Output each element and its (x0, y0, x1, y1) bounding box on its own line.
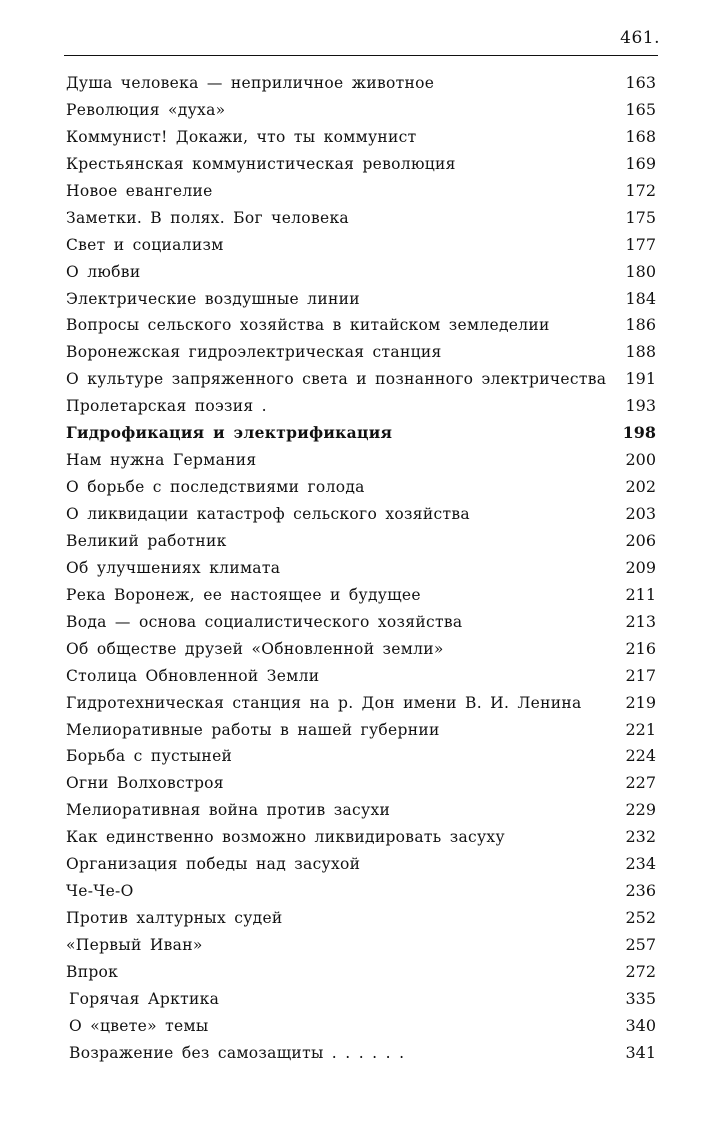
toc-entry-title: Мелиоративная война против засухи (66, 801, 391, 820)
toc-entry-page: 232 (625, 827, 656, 847)
toc-entry-title: Против халтурных судей (66, 909, 283, 928)
toc-entry-title: Че-Че-О (66, 882, 134, 901)
toc-entry-title: Мелиоративные работы в нашей губернии (66, 720, 440, 739)
toc-entry (66, 797, 656, 824)
toc-entry-title: Впрок (66, 962, 119, 981)
toc-entry (66, 339, 656, 366)
toc-entry-title: Душа человека — неприличное животное (66, 74, 435, 92)
toc-entry-title: Воронежская гидроэлектрическая станция (66, 343, 442, 362)
toc-entry (66, 824, 656, 851)
toc-entry-page: 272 (625, 961, 656, 981)
toc-entry (66, 178, 656, 205)
toc-entry-title: О ликвидации катастроф сельского хозяйства (66, 505, 470, 523)
toc-entry (66, 393, 656, 420)
toc-entry (66, 905, 656, 932)
toc-entry-page: 211 (625, 584, 656, 604)
toc-entry-page: 165 (625, 99, 656, 119)
toc-entry-title: О любви (66, 262, 141, 281)
toc-entry (66, 312, 656, 339)
toc-entry-page: 186 (625, 315, 656, 335)
page-number: 461. (620, 28, 660, 48)
toc-entry (66, 636, 656, 663)
toc-entry-page: 188 (625, 342, 656, 362)
toc-entry-title: Вода — основа социалистического хозяйства (66, 612, 463, 631)
toc-entry (66, 878, 656, 905)
toc-entry-page: 217 (625, 665, 656, 685)
toc-entry-title: Об улучшениях климата (66, 558, 281, 577)
toc-entry (66, 770, 656, 797)
toc-entry-title: О «цвете» темы (69, 1016, 209, 1035)
toc-entry (66, 582, 656, 609)
toc-entry-page: 200 (625, 450, 656, 470)
toc-entry-page: 168 (625, 126, 656, 146)
toc-entry-title: Электрические воздушные линии (66, 289, 360, 308)
toc-entry (66, 986, 656, 1013)
toc-entry (66, 474, 656, 501)
toc-entry-title: Заметки. В полях. Бог человека (66, 208, 349, 227)
toc-entry-page: 229 (625, 800, 656, 820)
toc-entry (66, 232, 656, 259)
toc-entry-page: 213 (625, 611, 656, 631)
toc-entry-title: Вопросы сельского хозяйства в китайском земледелии (66, 316, 550, 335)
toc-entry-page: 193 (625, 396, 656, 416)
toc-entry-page: 172 (625, 180, 656, 200)
header-rule (64, 55, 658, 56)
toc-entry-page: 169 (625, 153, 656, 173)
toc-entry (66, 124, 656, 151)
toc-entry (66, 286, 656, 313)
toc-entry-page: 180 (625, 261, 656, 281)
toc-entry-title: Огни Волховстроя (66, 774, 224, 793)
toc-entry (66, 851, 656, 878)
toc-entry-title: Река Воронеж, ее настоящее и будущее (66, 585, 421, 604)
toc-entry-title: «Первый Иван» (66, 936, 203, 954)
toc-entry-page: 236 (625, 881, 656, 901)
toc-entry-page: 216 (625, 638, 656, 658)
toc-entry-page: 177 (625, 234, 656, 254)
toc-entry (66, 932, 656, 959)
toc-entry (66, 97, 656, 124)
toc-entry-title: Об обществе друзей «Обновленной земли» (66, 639, 444, 658)
toc-entry (66, 259, 656, 286)
toc-entry (66, 447, 656, 474)
toc-entry (66, 501, 656, 528)
toc-entry (66, 420, 656, 447)
toc-entry (66, 528, 656, 555)
toc-entry-title: Борьба с пустыней (66, 747, 233, 766)
toc-entry-title: Коммунист! Докажи, что ты коммунист (66, 127, 417, 146)
toc-entry (66, 151, 656, 178)
toc-entry (66, 717, 656, 744)
toc-entry-page: 340 (625, 1015, 656, 1035)
toc-entry (66, 1040, 656, 1067)
toc-entry-title: Гидротехническая станция на р. Дон имени В. И. Ленина (66, 693, 582, 712)
toc-entry-title: Свет и социализм (66, 235, 224, 254)
toc-entry (66, 959, 656, 986)
toc-entry-page: 203 (625, 504, 656, 523)
toc-entry-title: Революция «духа» (66, 100, 226, 119)
toc-entry (66, 205, 656, 232)
toc-entry (66, 555, 656, 582)
toc-entry-title: Великий работник (66, 531, 227, 550)
toc-entry-title: Столица Обновленной Земли (66, 666, 320, 685)
toc-entry-page: 227 (625, 773, 656, 793)
toc-entry-title: Горячая Арктика (69, 989, 220, 1008)
toc-entry-page: 209 (625, 557, 656, 577)
toc-entry-title: Организация победы над засухой (66, 855, 361, 874)
toc-entry (66, 609, 656, 636)
toc-entry-page: 335 (625, 988, 656, 1008)
toc-entry-page: 184 (625, 288, 656, 308)
toc-entry-title: Возражение без самозащиты . . . . . . (69, 1043, 405, 1062)
toc-entry (66, 743, 656, 770)
toc-entry-title: Как единственно возможно ликвидировать засуху (66, 828, 505, 847)
toc-entry-page: 175 (625, 207, 656, 227)
toc-entry (66, 70, 656, 97)
toc-entry-page: 252 (625, 908, 656, 928)
toc-entry-page: 163 (625, 73, 656, 92)
toc-entry-title: Пролетарская поэзия . (66, 397, 267, 416)
toc-entry-page: 202 (625, 477, 656, 497)
toc-entry-page: 206 (625, 530, 656, 550)
toc-entry-title: Нам нужна Германия (66, 451, 257, 470)
toc-entry-title: О культуре запряженного света и познанного электричества (66, 370, 607, 389)
toc-entry (66, 366, 656, 393)
toc-entry (66, 663, 656, 690)
toc-entry (66, 690, 656, 717)
toc-entry-title: Новое евангелие (66, 181, 213, 200)
toc-entry-page: 341 (625, 1042, 656, 1062)
toc-entry (66, 1013, 656, 1040)
toc-entry-page: 219 (625, 692, 656, 712)
toc-entry-page: 221 (625, 719, 656, 739)
toc-entry-title: О борьбе с последствиями голода (66, 478, 365, 497)
toc-entry-page: 198 (622, 423, 656, 443)
table-of-contents (66, 70, 656, 1067)
toc-entry-page: 257 (625, 935, 656, 954)
toc-entry-title: Гидрофикация и электрификация (66, 423, 393, 443)
toc-entry-page: 234 (625, 854, 656, 874)
toc-entry-title: Крестьянская коммунистическая революция (66, 154, 456, 173)
toc-entry-page: 191 (625, 369, 656, 389)
toc-entry-page: 224 (625, 746, 656, 766)
